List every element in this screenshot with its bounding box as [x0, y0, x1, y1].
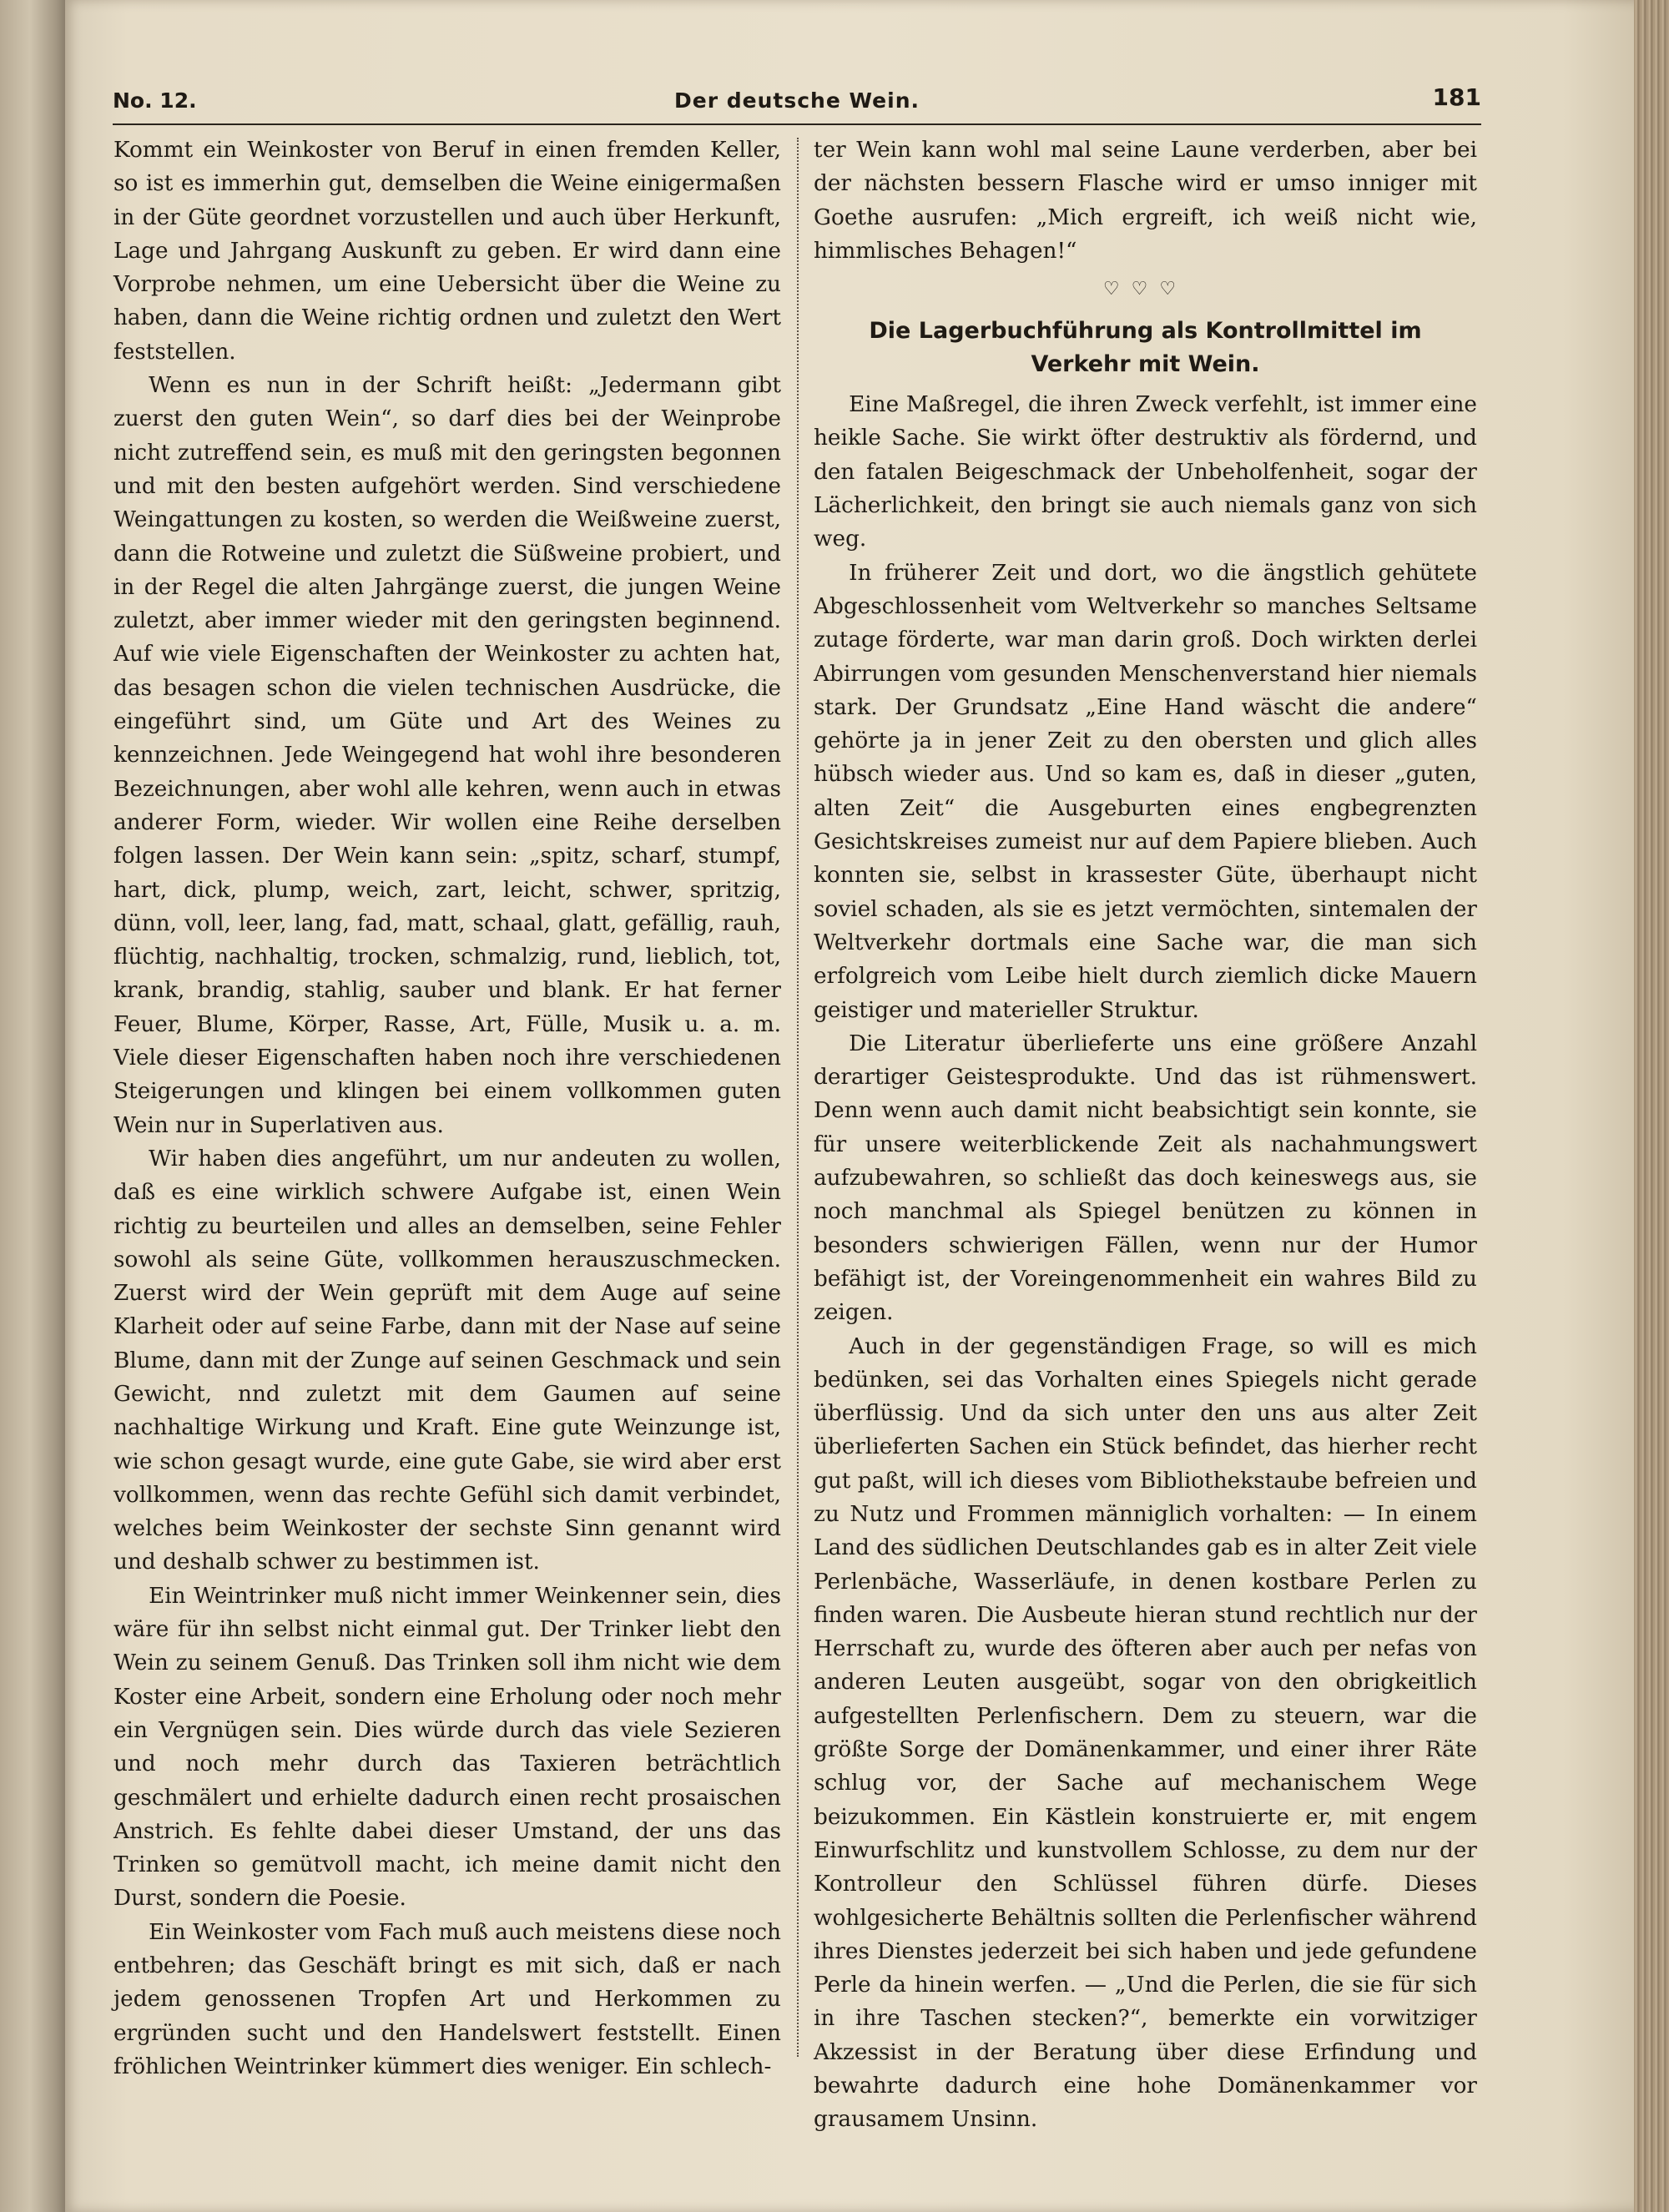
paragraph: Kommt ein Weinkoster von Beruf in einen fremden Keller, so ist es immerhin gut, demselben die Weine einigermaßen in der Güte geordnet vorzustellen und auch über Herkunft, Lage und Jahrgang Auskunft zu geben. Er wird dann eine Vorprobe nehmen, um eine Uebersicht über die Weine zu haben, dann die Weine richtig ordnen und zuletzt den Wert feststellen. — [113, 138, 781, 365]
paragraph: In früherer Zeit und dort, wo die ängstlich gehütete Abgeschlossenheit vom Weltverkehr so manches Seltsame zutage förderte, war man darin groß. Doch wirkten derlei Abirrungen vom gesunden Menschenverstand hier niemals stark. Der Grundsatz „Eine Hand wäscht die andere“ gehörte ja in jener Zeit zu den obersten und glich alles hübsch wieder aus. Und so kam es, daß in dieser „guten, alten Zeit“ die Ausgeburten eines engbegrenzten Gesichtskreises zumeist nur auf dem Papiere blieben. Auch konnten sie, selbst in krassester Güte, überhaupt nicht soviel schaden, als sie es jetzt vermöchten, sintemalen der Weltverkehr dortmals eine Sache war, die man sich erfolgreich vom Leibe hielt durch ziemlich dicke Mauern geistiger und materieller Struktur. — [814, 560, 1477, 1023]
page-stack-edge — [1634, 0, 1669, 2212]
paragraph: Ein Weinkoster vom Fach muß auch meistens diese noch entbehren; das Geschäft bringt es mit sich, daß er nach jedem genossenen Tropfen Art und Herkommen zu ergründen sucht und den Handelswert feststellt. Einen fröhlichen Weintrinker kümmert dies weniger. Ein schlech- — [113, 1919, 781, 2079]
scan-background-left — [0, 0, 75, 2212]
paragraph: Wir haben dies angeführt, um nur andeuten zu wollen, daß es eine wirklich schwere Aufgabe ist, einen Wein richtig zu beurteilen und alles an demselben, seine Fehler sowohl als seine Güte, vollkommen herauszuschmecken. Zuerst wird der Wein geprüft mit dem Auge auf seine Klarheit oder auf seine Farbe, dann mit der Nase auf seine Blume, dann mit der Zunge auf seinen Geschmack und sein Gewicht, nnd zuletzt mit dem Gaumen auf seine nachhaltige Wirkung und Kraft. Eine gute Weinzunge ist, wie schon gesagt wurde, eine gute Gabe, sie wird aber erst vollkommen, wenn das rechte Gefühl sich damit verbindet, welches beim Weinkoster der sechste Sinn genannt wird und deshalb schwer zu bestimmen ist. — [113, 1146, 781, 1575]
paragraph: Die Literatur überlieferte uns eine größere Anzahl derartiger Geistesprodukte. Und das ist rühmenswert. Denn wenn auch damit nicht beabsichtigt sein konnte, sie für unsere weiterblickende Zeit als nachahmungswert aufzubewahren, so schließt das doch keineswegs aus, sie noch manchmal als Spiegel benützen zu können in besonders schwierigen Fällen, wenn nur der Humor befähigt ist, der Voreingenommenheit ein wahres Bild zu zeigen. — [814, 1030, 1477, 1326]
page-header — [113, 83, 1481, 120]
page-number: 181 — [1432, 83, 1481, 111]
continued-paragraph: ter Wein kann wohl mal seine Laune verderben, aber bei der nächsten bessern Flasche wird er umso inniger mit Goethe ausrufen: „Mich ergreift, ich weiß nicht wie, himmlisches Behagen!“ — [814, 138, 1477, 264]
column-divider — [797, 138, 799, 2057]
issue-number: No. 12. — [113, 88, 197, 113]
publication-title: Der deutsche Wein. — [673, 88, 920, 113]
paragraph: Wenn es nun in der Schrift heißt: „Jedermann gibt zuerst den guten Wein“, so darf dies bei der Weinprobe nicht zutreffend sein, es muß mit den geringsten begonnen und mit den besten aufgehört werden. Sind verschiedene Weingattungen zu kosten, so werden die Weißweine zuerst, dann die Rotweine und zuletzt die Süßweine probiert, und in der Regel die alten Jahrgänge zuerst, die jungen Weine zuletzt, aber immer wieder mit den geringsten beginnend. Auf wie viele Eigenschaften der Weinkoster zu achten hat, das besagen schon die vielen technischen Ausdrücke, die eingeführt sind, um Güte und Art des Weines zu kennzeichnen. Jede Weingegend hat wohl ihre besonderen Bezeichnungen, aber wohl alle kehren, wenn auch in etwas anderer Form, wieder. Wir wollen eine Reihe derselben folgen lassen. Der Wein kann sein: „spitz, scharf, stumpf, hart, dick, plump, weich, zart, leicht, schwer, spritzig, dünn, voll, leer, lang, fad, matt, schaal, glatt, gefällig, rauh, flüchtig, nachhaltig, trocken, schmalzig, rund, lieblich, tot, krank, brandig, stahlig, sauber und blank. Er hat ferner Feuer, Blume, Körper, Rasse, Art, Fülle, Musik u. a. m. Viele dieser Eigenschaften haben noch ihre verschiedenen Steigerungen und klingen bei einem vollkommen guten Wein nur in Superlativen aus. — [113, 373, 781, 1138]
right-column — [814, 134, 1477, 2137]
paragraph: Eine Maßregel, die ihren Zweck verfehlt, ist immer eine heikle Sache. Sie wirkt öfter destruktiv als fördernd, und den fatalen Beigeschmack der Unbeholfenheit, sogar der Lächerlichkeit, den bringt sie auch niemals ganz von sich weg. — [814, 392, 1477, 552]
paragraph: Auch in der gegenständigen Frage, so will es mich bedünken, sei das Vorhalten eines Spiegels nicht gerade überflüssig. Und da sich unter den uns aus alter Zeit überlieferten Sachen ein Stück befindet, das hierher recht gut paßt, will ich dieses vom Bibliothekstaube befreien und zu Nutz und Frommen männiglich vorhalten: — In einem Land des südlichen Deutschlandes gab es in alter Zeit viele Perlenbäche, Wasserläufe, in denen kostbare Perlen zu finden waren. Die Ausbeute hieran stund rechtlich nur der Herrschaft zu, wurde des öfteren aber auch per nefas von anderen Leuten ausgeübt, sogar von den obrigkeitlich aufgestellten Perlenfischern. Dem zu steuern, war die größte Sorge der Domänenkammer, und einer ihrer Räte schlug vor, der Sache auf mechanischem Wege beizukommen. Ein Kästlein konstruierte er, mit engem Einwurfschlitz und kunstvollem Schlosse, zu dem nur der Kontrolleur den Schlüssel führen dürfe. Dieses wohlgesicherte Behältnis sollten die Perlenfischer während ihres Dienstes jederzeit bei sich haben und jede gefundene Perle da hinein werfen. — „Und die Perlen, die sie für sich in ihre Taschen stecken?“, bemerkte ein vorwitziger Akzessist in der Beratung über diese Erfindung und bewahrte dadurch eine hohe Domänenkammer vor grausamem Unsinn. — [814, 1333, 1477, 2133]
paragraph: Ein Weintrinker muß nicht immer Weinkenner sein, dies wäre für ihn selbst nicht einmal gut. Der Trinker liebt den Wein zu seinem Genuß. Das Trinken soll ihm nicht wie dem Koster eine Arbeit, sondern eine Erholung oder noch mehr ein Vergnügen sein. Dies würde durch das viele Sezieren und noch mehr durch das Taxieren beträchtlich geschmälert und erhielte dadurch einen recht prosaischen Anstrich. Es fehlte dabei dieser Umstand, der uns das Trinken so gemütvoll macht, ich meine damit nicht den Durst, sondern die Poesie. — [113, 1583, 781, 1912]
article-title: Die Lagerbuchführung als Kontrollmittel im Verkehr mit Wein. — [869, 318, 1422, 378]
left-column — [113, 134, 781, 2084]
section-divider-hearts: ♡♡♡ — [1102, 279, 1188, 300]
header-rule — [113, 123, 1481, 125]
